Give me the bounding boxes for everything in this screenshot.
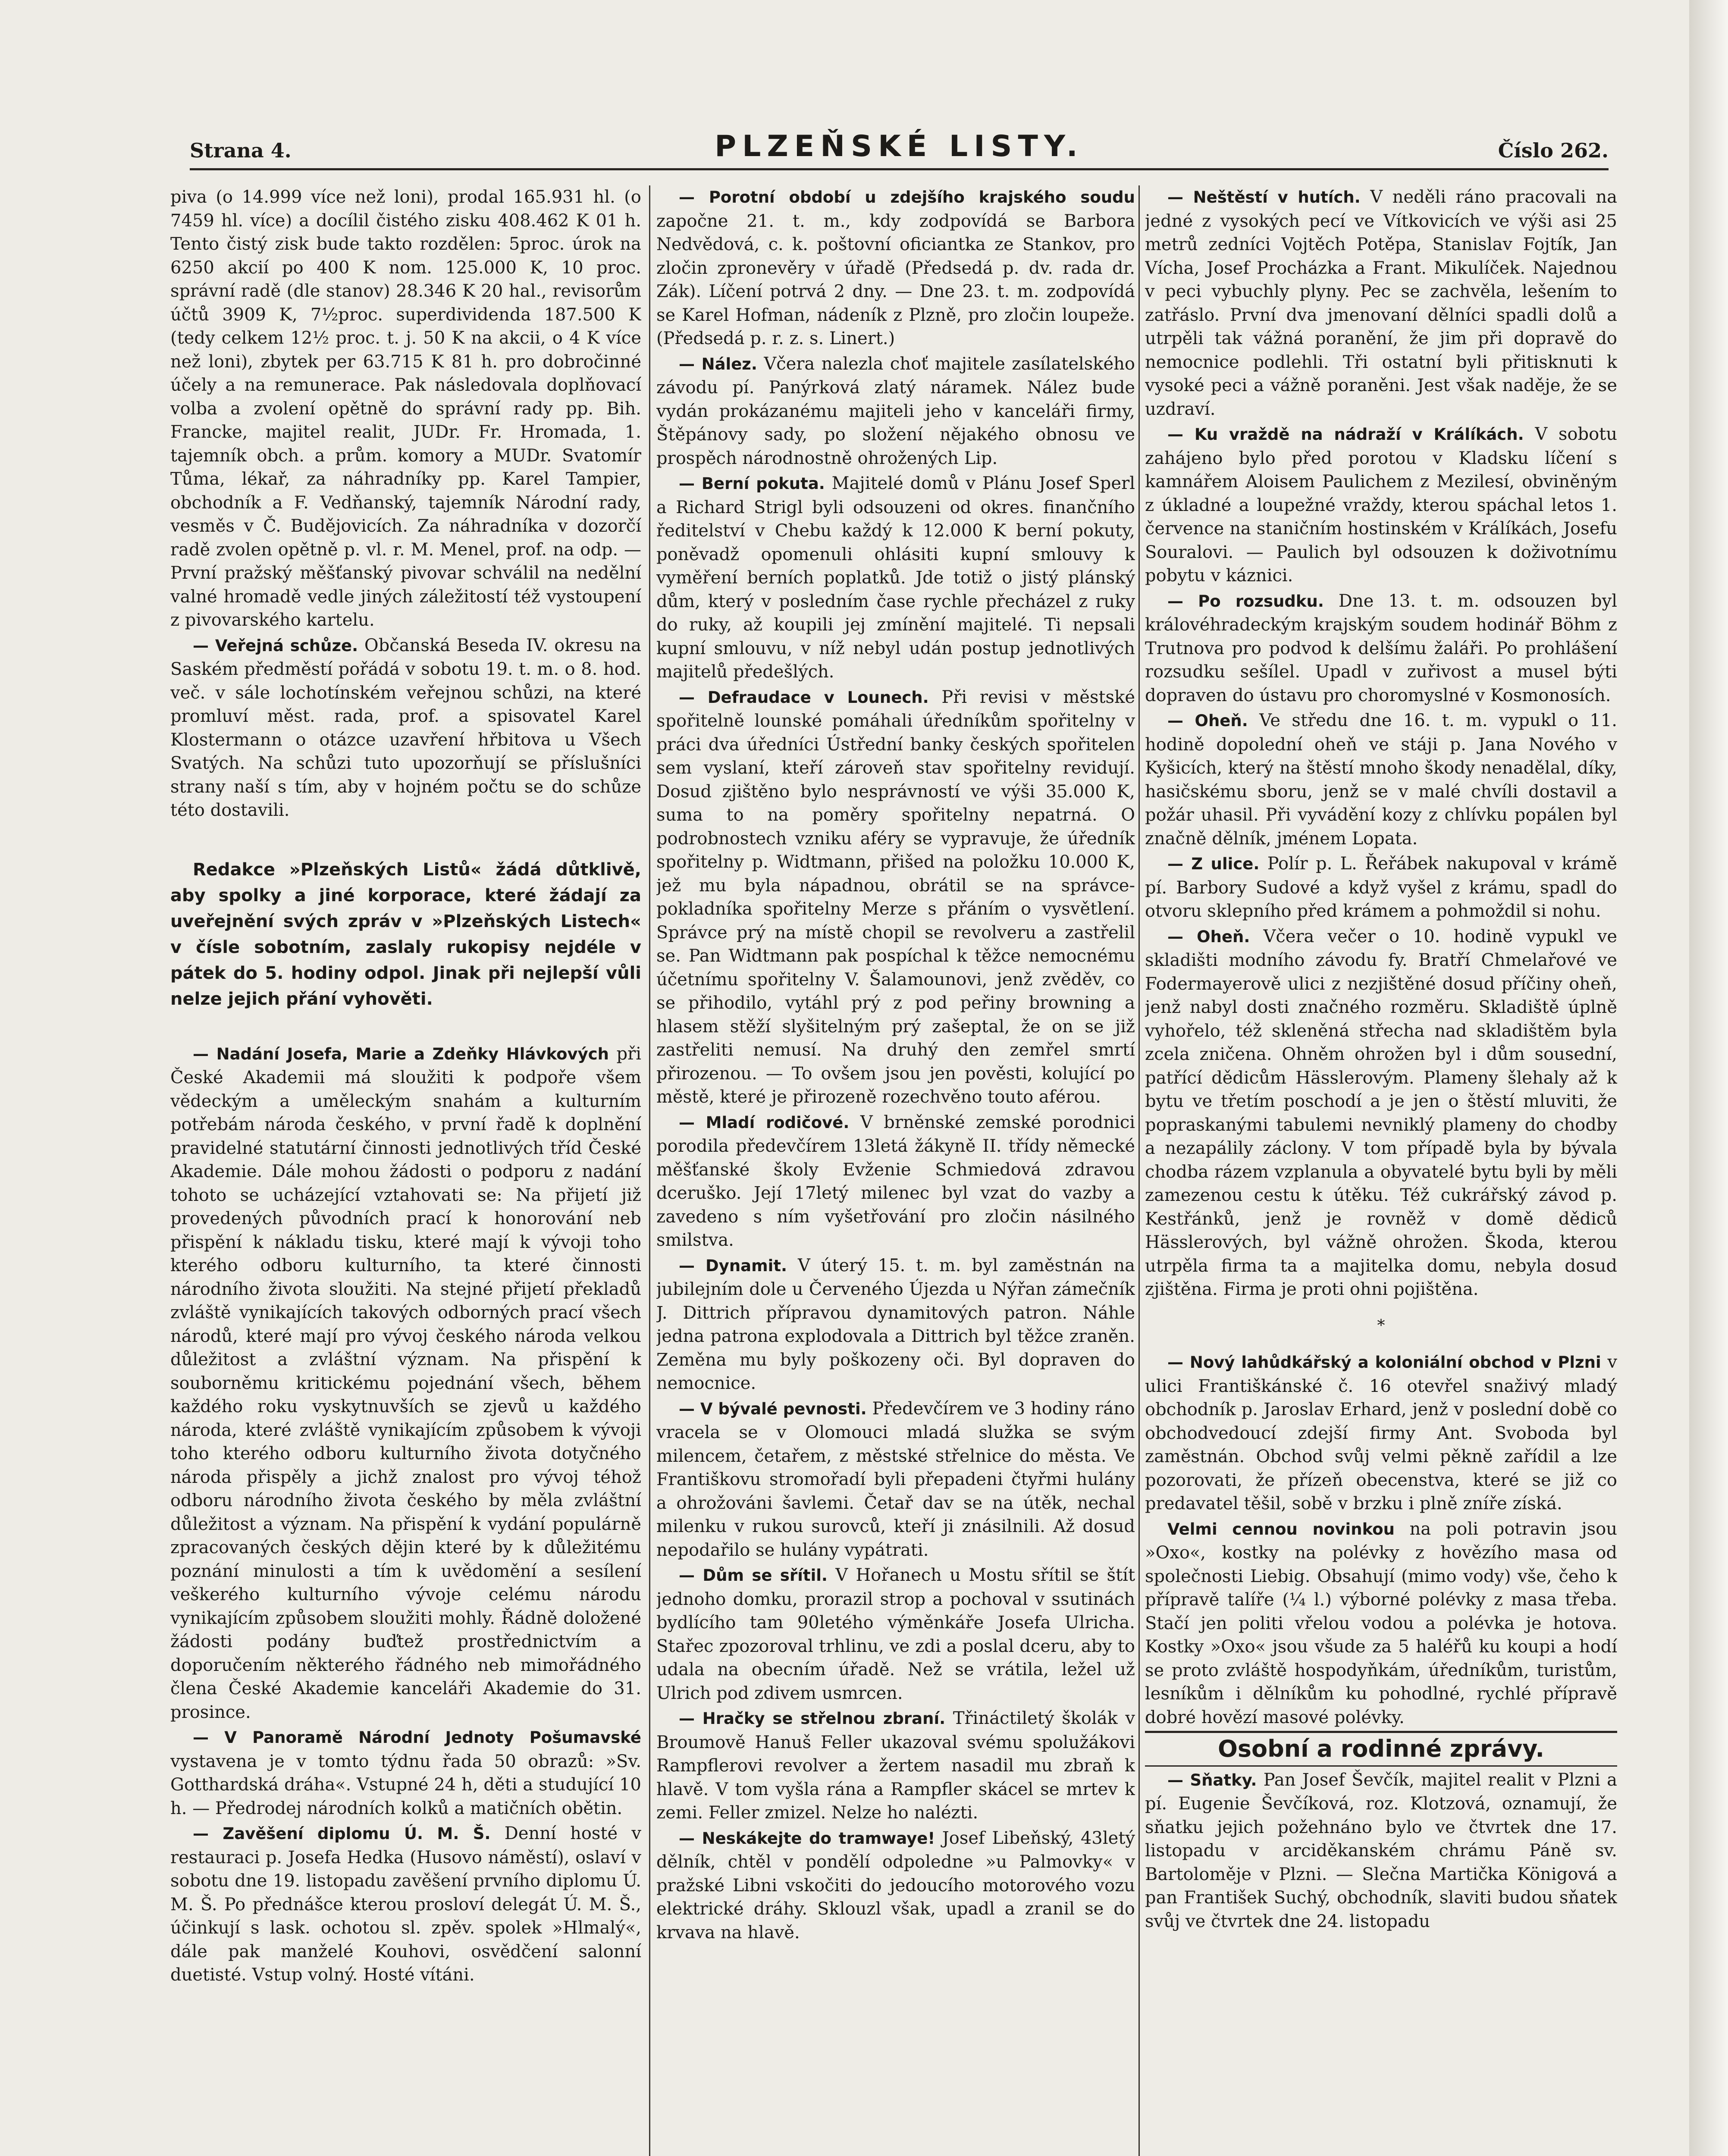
advert-new-shop xyxy=(1145,1351,1617,1516)
article-headline: — Defraudace v Lounech. xyxy=(679,688,929,707)
article-headline: — Nadání Josefa, Marie a Zdeňky Hlávkových xyxy=(193,1044,609,1063)
article-headline: — V Panoramě Národní Jednoty Pošumavské xyxy=(193,1728,641,1747)
section-separator-star: * xyxy=(1377,1316,1385,1335)
article-body: na poli potravin jsou »Oxo«, kostky na polévky z hovězího masa od společnosti Liebig. Obsahují (mimo vody) vše, čeho k přípravě talíře (¼ l.) výborné polévky z masa třeba. Stačí jen politi vřelou vodou a polévka je hotova. Kostky »Oxo« jsou všude za 5 haléřů ku koupi a hodí se proto zvláště hospodyňkám, úředníkům, turistům, lesníkům i dělníkům ku pohodlné, rychlé přípravě dobré hovězí masové polévky. xyxy=(1145,1519,1617,1727)
page-header xyxy=(190,129,1609,170)
article-body: Včera nalezla choť majitele zasílatelského závodu pí. Panýrková zlatý náramek. Nález bude vydán prokázanému majiteli jeho v kanceláři firmy, Štěpánovy sady, po složení nějakého obnosu ve prospěch národnostně ohrožených Lip. xyxy=(656,354,1135,468)
article-body: V neděli ráno pracovali na jedné z vysokých pecí ve Vítkovicích ve výši asi 25 metrů zedníci Vojtěch Potěpa, Stanislav Fojtík, Jan Vícha, Josef Procházka a Frant. Mikulíček. Najednou v peci vybuchly plyny. Pec se zachvěla, lešením to zatřáslo. První dva jmenovaní dělníci spadli dolů a utrpěli tak vážná poranění, že jim při dopravě do nemocnice podlehli. Tři ostatní byli přitisknuti k vysoké peci a vážně poraněni. Jest však naděje, že se uzdraví. xyxy=(1145,187,1617,419)
article-steelworks-accident xyxy=(1145,185,1617,421)
article-body: Při revisi v městské spořitelně lounské pomáhali úředníkům spořitelny v práci dva úředníci Ústřední banky českých spořitelen sem vyslaní, kteří zároveň stav spořitelny revidují. Dosud zjištěno bylo nesprávností ve výši 35.000 K, suma to na poměry spořitelny nepatrná. O podrobnostech vzniku aféry se vypravuje, že úředník spořitelny p. Widtmann, přišed na položku 10.000 K, jež mu byla nápadnou, obrátil se na správce-pokladníka spořitelny Merze s přáním o vysvětlení. Správce prý na místě chopil se revolveru a zastřelil se. Pan Widtmann pak pospíchal k těžce nemocnému účetnímu spořitelny V. Šalamounovi, jenž zvěděv, co se přihodilo, vytáhl prý z pod peřiny browning a hlasem stěží slyšitelným prý zašeptal, že on se již zastřeliti nemusí. Na druhý den zemřel smrtí přirozenou. — To ovšem jsou jen pověsti, kolující po městě, které je přirozeně rozechvěno touto aférou. xyxy=(656,687,1135,1107)
article-body: V Hořanech u Mostu sřítil se štít jednoho domku, prorazil strop a pochoval v ssutinách bydlícího tam 90letého výměnkáře Josefa Ulricha. Stařec zpozoroval trhlinu, ve zdi a poslal dceru, aby to udala na obecním úřadě. Než se vrátila, ležel už Ulrich pod zdivem usmrcen. xyxy=(656,1565,1135,1703)
issue-number: Číslo 262. xyxy=(1498,139,1609,162)
article-street xyxy=(1145,852,1617,923)
newspaper-title: PLZEŇSKÉ LISTY. xyxy=(715,129,1084,163)
article-public-meeting xyxy=(170,634,641,822)
article-headline: — Po rozsudku. xyxy=(1167,592,1324,611)
article-panorama xyxy=(170,1726,641,1820)
article-body: Pan Josef Ševčík, majitel realit v Plzni a pí. Eugenie Ševčíková, roz. Klotzová, oznamují, že sňatku jejich požehnáno bylo ve čtvrtek dne 17. listopadu v arciděkanském chrámu Páně sv. Bartoloměje v Plzni. — Slečna Martička Königová a pan František Suchý, obchodník, slaviti budou sňatek svůj ve čtvrtek dne 24. listopadu xyxy=(1145,1770,1617,1931)
article-found-item xyxy=(656,352,1135,470)
article-headline: — Zavěšení diplomu Ú. M. Š. xyxy=(193,1824,491,1843)
article-headline: — Dům se sřítil. xyxy=(679,1566,828,1585)
article-tax-fine xyxy=(656,472,1135,684)
article-brewery-continued: piva (o 14.999 více než loni), prodal 165.931 hl. (o 7459 hl. více) a docílil čistého zisku 408.462 K 01 h. Tento čistý zisk bude takto rozdělen: 5proc. úrok na 6250 akcií po 400 K nom. 125.000 K, 10 proc. správní radě (dle stanov) 28.346 K 20 hal., revisorům účtů 3909 K, 7½proc. superdividenda 187.500 K (tedy celkem 12½ proc. t. j. 50 K na akcii, o 4 K více než loni), zbytek per 63.715 K 81 h. pro dobročinné účely a na remunerace. Pak následovala doplňovací volba a zvolení opětně do správní rady pp. Bih. Francke, majitel realit, JUDr. Fr. Hromada, 1. tajemník obch. a prům. komory a MUDr. Svatomír Tůma, lékař, za náhradníky pp. Karel Tampier, obchodník a F. Vedňanský, tajemník Národní rady, vesměs v Č. Budějovicích. Za náhradníka v dozorčí radě zvolen opětně p. vl. r. M. Menel, prof. na odp. — První pražský měšťanský pivovar schválil na nedělní valné hromadě vedle jiných záležitostí též vystoupení z pivovarského kartelu. xyxy=(170,187,641,630)
article-young-parents xyxy=(656,1111,1135,1252)
article-embezzlement xyxy=(656,686,1135,1109)
article-headline: — Porotní období u zdejšího krajského soudu xyxy=(679,188,1135,207)
article-house-collapse xyxy=(656,1564,1135,1705)
article-body: V brněnské zemské porodnici porodila předevčírem 13letá žákyně II. třídy německé měšťanské školy Evženie Schmiedová zdravou dceruško. Její 17letý milenec byl vzat do vazby a zavedeno s ním vyšetřování pro zločin násilného smilstva. xyxy=(656,1112,1135,1250)
article-headline: — Z ulice. xyxy=(1167,855,1260,873)
column-right xyxy=(1145,185,1617,2156)
article-headline: — Oheň. xyxy=(1167,927,1250,946)
article-headline: — Sňatky. xyxy=(1167,1771,1257,1789)
article-body: započne 21. t. m., kdy zodpovídá se Barbora Nedvědová, c. k. poštovní oficiantka ze Stankov, pro zločin zpronevěry v úřadě (Předsedá p. dv. rada dr. Zák). Líčení potrvá 2 dny. — Dne 23. t. m. zodpovídá se Karel Hofman, nádeník z Plzně, pro zločin loupeže. (Předsedá p. r. z. s. Linert.) xyxy=(656,211,1135,348)
section-heading-personal-news: Osobní a rodinné zprávy. xyxy=(1145,1731,1617,1767)
column-middle xyxy=(656,185,1135,2156)
article-body: V sobotu zahájeno bylo před porotou v Kladsku líčení s kamnářem Aloisem Paulichem z Mezilesí, obviněným z úkladné a loupežné vraždy, kterou spáchal letos 1. července na staničním hostinském v Králíkách, Josefu Souralovi. — Paulich byl odsouzen k doživotnímu pobytu v káznici. xyxy=(1145,424,1617,586)
article-body: Denní hosté v restauraci p. Josefa Hedka (Husovo náměstí), oslaví v sobotu dne 19. listopadu zavěšení prvního diplomu Ú. M. Š. Po přednášce kterou prosloví delegát Ú. M. Š., účinkují s lask. ochotou sl. zpěv. spolek »Hlmalý«, dále pak manželé Kouhovi, osvědčení salonní duetisté. Vstup volný. Hosté vítáni. xyxy=(170,1824,641,1985)
article-fortress xyxy=(656,1397,1135,1562)
article-hlavka-foundation xyxy=(170,1042,641,1724)
article-headline: — Neštěstí v hutích. xyxy=(1167,188,1361,207)
article-headline: — Dynamit. xyxy=(679,1256,787,1275)
article-body: vystavena je v tomto týdnu řada 50 obrazů: »Sv. Gotthardská dráha«. Vstupné 24 h, děti a studující 10 h. — Předrodej národních kolků a matičních obětin. xyxy=(170,1751,641,1818)
article-tramway xyxy=(656,1827,1135,1945)
page-number: Strana 4. xyxy=(190,139,292,162)
article-headline: — Oheň. xyxy=(1167,711,1248,730)
article-body: v ulici Františkánské č. 16 otevřel snaživý mladý obchodník p. Jaroslav Erhard, jenž v poslední době co obchodvedoucí zdejší firmy Ant. Svoboda byl zaměstnán. Obchod svůj velmi pěkně zařídil a lze pozorovati, že přízeň obecenstva, které se již co predavatel těšil, sobě v brzku i plně zníře získá. xyxy=(1145,1352,1617,1514)
article-headline: — Mladí rodičové. xyxy=(679,1113,850,1132)
article-body: Občanská Beseda IV. okresu na Saském předměstí pořádá v sobotu 19. t. m. o 8. hod. več. v sále lochotínském veřejnou schůzi, na které promluví měst. rada, prof. a spisovatel Karel Klostermann o otázce uzavření hřbitova u Všech Svatých. Na schůzi tuto upozorňují se příslušníci strany naší s tím, aby v hojném počtu se do schůze této dostavili. xyxy=(170,635,641,820)
article-marriages xyxy=(1145,1768,1617,1934)
article-jury-period xyxy=(656,185,1135,351)
article-headline: — Nový lahůdkářský a koloniální obchod v Plzni xyxy=(1167,1353,1601,1372)
article-body: Včera večer o 10. hodině vypukl ve skladišti modního závodu fy. Bratří Chmelařové ve Fodermayerově ulici z nezjištěné dosud příčiny oheň, jenž nabyl dosti značného rozměru. Skladiště úplně vyhořelo, též skleněná střecha nad skladištěm byla zcela zničena. Ohněm ohrožen byl i dům sousední, patřící dědicům Hässlerovým. Plameny šlehaly až k bytu ve třetím poschodí a je jen o štěstí mluviti, že popraskanými tabulemi nevniklý plameny do chodby a nezapálily záclony. V tom případě byla by bývala chodba rázem vzplanula a obyvatelé bytu byli by měli zamezenou cestu k útěku. Též cukrářský závod p. Kestřánků, jenž je rovněž v domě dědiců Hässlerových, byl vážně ohrožen. Škoda, kterou utrpěla firma ta a majitelka domu, nebyla dosud zjištěna. Firma je proti ohni pojištěna. xyxy=(1145,926,1617,1299)
article-murder-trial xyxy=(1145,423,1617,588)
article-body: Polír p. L. Řeřábek nakupoval v krámě pí. Barbory Sudové a když vyšel z krámu, spadl do otvoru sklepního před krámem a pohmoždil si nohu. xyxy=(1145,854,1617,921)
column-divider xyxy=(1138,185,1140,2156)
article-body: Třináctiletý školák v Broumově Hanuš Feller ukazoval svému spolužákovi Rampflerovi revolver a žertem nasadil mu zbraň k hlavě. V tom vyšla rána a Rampfler skácel se mrtev k zemi. Feller zmizel. Nelze ho nalézti. xyxy=(656,1708,1135,1823)
article-dynamite xyxy=(656,1254,1135,1395)
article-body: Josef Libeňský, 43letý dělník, chtěl v pondělí odpoledne »u Palmovky« v pražské Libni vskočiti do jedoucího motorového vozu elektrické dráhy. Sklouzl však, upadl a zranil se do krvava na hlavě. xyxy=(656,1828,1135,1943)
article-body: Předevčírem ve 3 hodiny ráno vracela se v Olomouci mladá služka se svým milencem, četařem, z městské střelnice do města. Ve Františkovu stromořadí byli přepadeni čtyřmi hulány a ohrožováni šavlemi. Četař dav se na útěk, nechal milenku v rukou surovců, kteří ji znásilnili. Až dosud nepodařilo se hulány vypátrati. xyxy=(656,1398,1135,1560)
editorial-notice: Redakce »Plzeňských Listů« žádá důtklivě, aby spolky a jiné korporace, které žádají za uveřejnění svých zpráv v »Plzeňských Listech« v čísle sobotním, zaslaly rukopisy nejdéle v pátek do 5. hodiny odpol. Jinak při nejlepší vůli nelze jejich přání vyhověti. xyxy=(170,859,641,1009)
article-headline: — Hračky se střelnou zbraní. xyxy=(679,1709,946,1728)
article-headline: Velmi cennou novinkou xyxy=(1167,1520,1395,1539)
advert-oxo xyxy=(1145,1517,1617,1730)
article-body: Ve středu dne 16. t. m. vypukl o 11. hodině dopolední oheň ve stáji p. Jana Nového v Kyšicích, který na štěstí mnoho škody nenadělal, díky, hasičskému sboru, jenž se v malé chvíli dostavil a požár uhasil. Při vyvádění kozy z chlívku popálen byl značně dělník, jménem Lopata. xyxy=(1145,711,1617,849)
article-diploma xyxy=(170,1822,641,1987)
column-left xyxy=(170,185,641,2156)
article-headline: — V bývalé pevnosti. xyxy=(679,1399,867,1418)
article-headline: — Ku vraždě na nádraží v Králíkách. xyxy=(1167,425,1524,444)
article-headline: — Berní pokuta. xyxy=(679,474,825,493)
article-headline: — Nález. xyxy=(679,354,757,373)
article-body: V úterý 15. t. m. byl zaměstnán na jubilejním dole u Červeného Újezda u Nýřan zámečník J. Dittrich přípravou dynamitových patron. Náhle jedna patrona explodovala a Dittrich byl těžce zraněn. Zeměna mu byly poškozeny oči. Byl dopraven do nemocnice. xyxy=(656,1255,1135,1393)
article-after-verdict xyxy=(1145,589,1617,708)
article-fire-kysice xyxy=(1145,709,1617,850)
article-fire-warehouse xyxy=(1145,925,1617,1301)
article-firearm-toys xyxy=(656,1707,1135,1825)
article-headline: — Veřejná schůze. xyxy=(193,636,358,655)
article-headline: — Neskákejte do tramwaye! xyxy=(679,1829,935,1848)
article-body: Majitelé domů v Plánu Josef Sperl a Richard Strigl byli odsouzeni od okres. finančního ředitelství v Chebu každý k 12.000 K berní pokuty, poněvadž opomenuli ohlásiti kupní smlouvy k vyměření berních poplatků. Jde totiž o jistý plánský dům, který v posledním čase rychle přecházel z ruky do ruky, až koupili jej zmínění majitelé. Ti nepsali kupní smlouvu, v níž nebyl udán postup jednotlivých majitelů předešlých. xyxy=(656,473,1135,682)
column-divider xyxy=(649,185,650,2156)
article-body: Dne 13. t. m. odsouzen byl královéhradeckým krajským soudem hodinář Böhm z Trutnova pro podvod k delšímu žaláři. Po prohlášení rozsudku sešílel. Upadl v zuřivost a musel býti dopraven do ústavu pro choromyslné v Kosmonosích. xyxy=(1145,591,1617,705)
article-body: při České Akademii má sloužiti k podpoře všem vědeckým a uměleckým snahám a kulturním potřebám národa českého, v první řadě k doplnění pravidelné statutární činnosti jednotlivých tříd České Akademie. Dále mohou žádosti o podporu z nadání tohoto se ucházející vztahovati se: Na přijetí již provedených původních prací k honorování neb přispění k nákladu tisku, které mají k vývoji toho kterého odboru kulturního, ta které činnosti národního života sloužiti. Na stejné přijetí překladů zvláště vynikajících takových odborných prací všech národů, které mají pro vývoj českého národa velkou důležitost a zvláštní význam. Na přispění k souborněmu kritickému pojednání všech, během každého roku vyskytnuvších se zjevů u každého národa, které zvláště vynikajícím způsobem k vývoji toho kterého odboru kulturního života dotyčného národa přispěly a jichž znalost pro vývoj téhož odboru národního života českého by měla zvláštní důležitost a význam. Na přispění k vydání populárně zpracovaných českých dějin které by k důležitému poznání minulosti a tím k uvědomění a sesílení veškerého kulturního vývoje celému národu vynikajícím způsobem sloužiti mohly. Řádně doložené žádosti podány buďtež prostřednictvím a doporučením některého řádného neb mimořádného člena České Akademie kanceláři Akademie do 31. prosince. xyxy=(170,1044,641,1722)
page-edge-shadow xyxy=(1689,0,1728,2156)
